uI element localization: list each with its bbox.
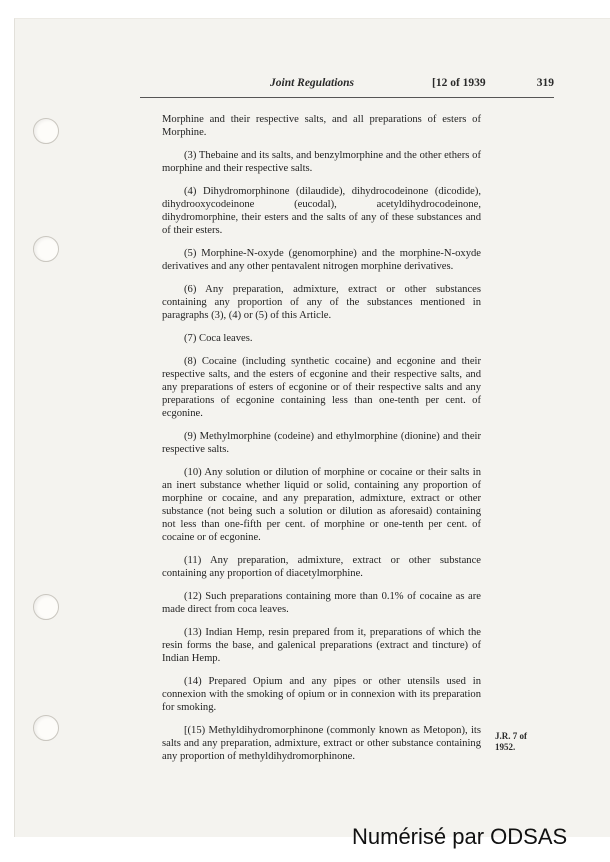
- punch-hole: [33, 236, 59, 262]
- paragraph: (11) Any preparation, admixture, extract or other substance containing any proportion of diacetylmorphine.: [162, 555, 481, 579]
- document-body: [162, 113, 481, 773]
- punch-hole: [33, 715, 59, 741]
- margin-note-line: 1952.: [495, 742, 516, 752]
- scan-watermark: Numérisé par ODSAS: [352, 824, 568, 849]
- paragraph: (6) Any preparation, admixture, extract or other substances containing any proportion of any of the substances mentioned in paragraphs (3), (4) or (5) of this Article.: [162, 284, 481, 321]
- margin-note: [495, 731, 555, 753]
- paragraph: (5) Morphine-N-oxyde (genomorphine) and the morphine-N-oxyde derivatives and any other pentavalent nitrogen morphine derivatives.: [162, 248, 481, 272]
- punch-hole: [33, 594, 59, 620]
- paragraph: (8) Cocaine (including synthetic cocaine) and ecgonine and their respective salts, and the esters of ecgonine and their respective salts, and any preparations of esters of ecgonine or of their respective salts and any preparations of ecgonine containing less than one-tenth per cent. of ecgonine.: [162, 356, 481, 419]
- paragraph: (14) Prepared Opium and any pipes or other utensils used in connexion with the smoking of opium or in connexion with its preparation for smoking.: [162, 676, 481, 713]
- paragraph: (10) Any solution or dilution of morphine or cocaine or their salts in an inert substance whether liquid or solid, containing any proportion of morphine or cocaine, and any preparation, admixture, extract or other substance (not being such a solution or dilution as aforesaid) containing not less than one-fifth per cent. of morphine or one-tenth per cent. of cocaine or of ecgonine.: [162, 467, 481, 543]
- paragraph: (9) Methylmorphine (codeine) and ethylmorphine (dionine) and their respective salts.: [162, 431, 481, 455]
- header-title: Joint Regulations: [270, 77, 355, 89]
- header-rule: [140, 97, 554, 98]
- page-number: 319: [536, 77, 554, 89]
- paragraph: (7) Coca leaves.: [184, 333, 253, 344]
- header-reference: [12 of 1939: [432, 77, 486, 89]
- paragraph: (13) Indian Hemp, resin prepared from it, preparations of which the resin forms the base, and galenical preparations (extract and tincture) of Indian Hemp.: [162, 627, 481, 664]
- paragraph: [(15) Methyldihydromorphinone (commonly known as Metopon), its salts and any preparation, admixture, extract or other substance containing any proportion of methyldihydromorphinone.: [162, 725, 481, 762]
- running-header: [270, 77, 560, 93]
- margin-note-line: J.R. 7 of: [495, 731, 527, 741]
- punch-hole: [33, 118, 59, 144]
- paragraph: Morphine and their respective salts, and all preparations of esters of Morphine.: [162, 114, 481, 138]
- paragraph: (4) Dihydromorphinone (dilaudide), dihydrocodeinone (dicodide), dihydrooxycodeinone (eucodal), acetyldihydrocodeinone, dihydromorphine, their esters and the salts of any of these substances and of their esters.: [162, 186, 481, 236]
- paragraph: (12) Such preparations containing more than 0.1% of cocaine as are made direct from coca leaves.: [162, 591, 481, 615]
- paragraph: (3) Thebaine and its salts, and benzylmorphine and the other ethers of morphine and their respective salts.: [162, 150, 481, 174]
